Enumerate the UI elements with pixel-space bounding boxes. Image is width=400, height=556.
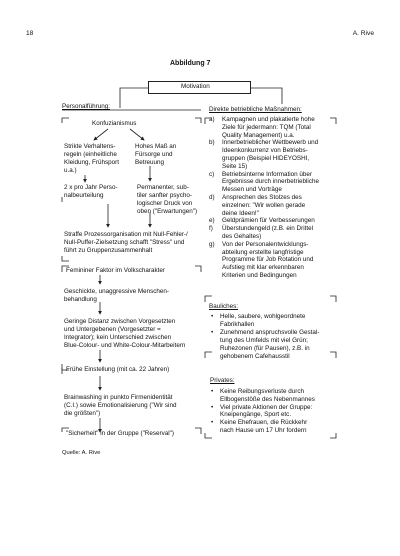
list-marker: • — [211, 329, 214, 337]
list-item-line: Kampagnen und plakatierte hohe — [222, 116, 315, 123]
col-b-line: Hohes Maß an — [135, 143, 177, 150]
brain-line: (C.I.) sowie Emotionalisierung ("Wir sind — [64, 402, 177, 409]
feminin-label: Femininer Faktor im Volkscharakter — [66, 267, 166, 274]
straffe-line: führt zu Gruppenzusammenhalt — [64, 247, 153, 254]
list-item-line: Zunehmend anspruchsvolle Gestal- — [220, 329, 320, 337]
list-marker: d) — [209, 194, 215, 201]
list-item-line: abteilung erstellte langfristige — [222, 248, 304, 256]
sicherheit-label: "Sicherheit" in der Gruppe ("Reserval") — [66, 430, 174, 437]
list-item-line: Von der Personalentwicklungs- — [222, 240, 309, 248]
col-d-line: oben ("Erwartungen") — [137, 208, 198, 215]
list-item-line: Ruhezonen (für Pausen), z.B. in — [220, 344, 310, 352]
bauliches-heading: Bauliches: — [209, 303, 239, 310]
list-marker: c) — [209, 170, 215, 178]
list-item-line: Messen und Vorträge — [222, 186, 282, 194]
list-marker: g) — [209, 240, 215, 248]
connector-left — [120, 88, 148, 108]
col-c-line: 2 x pro Jahr Perso- — [64, 184, 118, 191]
page-author: A. Rive — [352, 30, 374, 37]
list-item-line: gehobenem Cafehausstil — [220, 352, 290, 360]
figure-title: Abbildung 7 — [170, 60, 211, 67]
distanz-line: und Untergebenen (Vorgesetzter = — [64, 326, 161, 333]
list-item-line: Aufstieg mit klar erkennbaren — [222, 264, 304, 272]
col-a-line: regeln (einheitliche — [64, 151, 117, 158]
brain-line: Brainwashing in punkto Firmenidentität — [64, 394, 173, 401]
list-item-line: Ziele für jedermann: TQM (Total — [222, 123, 311, 131]
list-marker: • — [211, 419, 214, 427]
list-marker: • — [211, 388, 214, 395]
list-item-line: Geldprämien für Verbesserungen — [222, 217, 315, 225]
col-d-line: tiler sanfter psycho- — [137, 192, 192, 199]
list-item-line: Fabrikhallen — [220, 320, 255, 328]
list-item-line: deine Ideen!" — [222, 209, 259, 217]
distanz-line: Integrator); kein Unterschied zwischen — [64, 334, 172, 341]
list-marker: • — [211, 403, 214, 411]
col-a-line: Kleidung, Frühsport — [64, 159, 119, 166]
list-item-line: Seite 15) — [222, 162, 248, 170]
direkte-heading: Direkte betriebliche Maßnahmen: — [209, 106, 302, 113]
list-item-line: Ergebnisse durch innerbetriebliche — [222, 178, 319, 186]
list-item-line: Ellbogenstöße des Nebenmannes — [220, 395, 315, 403]
distanz-line: Geringe Distanz zwischen Vorgesetzten — [64, 318, 176, 325]
list-item-line: Betriebsinterne Information über — [222, 170, 312, 178]
list-item-line: Überstundengeld (z.B. ein Drittel — [222, 225, 314, 233]
list-item-line: des Gehaltes) — [222, 233, 262, 240]
list-item-line: Viel private Aktionen der Gruppe: — [220, 403, 313, 411]
distanz-line: Blue-Colour- und White-Colour-Mitarbeitern — [64, 342, 186, 349]
personalfuehrung-heading: Personalführung: — [62, 103, 110, 110]
arrow-konf-b — [130, 129, 144, 140]
list-item-line: Ideenkonkurrenz von Betriebs- — [222, 147, 308, 155]
list-marker: e) — [209, 217, 215, 225]
arrow-konf-a — [94, 129, 108, 140]
col-b-line: Betreuung — [135, 159, 165, 166]
list-marker: f) — [209, 225, 213, 233]
col-c-line: nalbeurteilung — [64, 192, 104, 199]
list-item-line: nach Hause um 17 Uhr fordern — [220, 427, 307, 434]
list-item-line: Keine Reibungsverluste durch — [220, 388, 305, 395]
straffe-line: Straffe Prozessorganisation mit Null-Fehler-/ — [64, 231, 188, 238]
col-a-line: Strikte Verhaltens- — [64, 143, 116, 150]
page-number: 18 — [26, 30, 34, 37]
geschick-line: Geschickte, unaggressive Menschen- — [64, 288, 169, 295]
col-a-line: u.a.) — [64, 167, 77, 174]
connector-right — [251, 88, 282, 104]
list-item-line: Kneipengänge, Sport etc. — [220, 411, 292, 419]
einstellung-label: Frühe Einstellung (mit ca. 22 Jahren) — [66, 366, 170, 373]
list-marker: • — [211, 313, 214, 320]
list-item-line: einzelnen: "Wir wollen gerade — [222, 201, 306, 209]
list-item-line: Helle, saubere, wohlgeordnete — [220, 313, 306, 320]
source-note: Quelle: A. Rive — [62, 450, 101, 456]
list-item-line: Ansprechen des Stolzes des — [222, 194, 302, 201]
list-item-line: Programme für Job Rotation und — [222, 256, 314, 264]
list-item-line: Innerbetrieblicher Wettbewerb und — [222, 139, 319, 147]
col-d-line: logischer Druck von — [137, 200, 193, 207]
list-item-line: Quality Management) u.a. — [222, 131, 295, 139]
geschick-line: behandlung — [64, 296, 97, 303]
col-b-line: Fürsorge und — [135, 151, 173, 158]
list-marker: a) — [209, 116, 215, 123]
list-marker: b) — [209, 139, 215, 147]
straffe-line: Null-Puffer-Zielsetzung schafft "Stress" und — [64, 239, 185, 246]
konfuzianismus-label: Konfuzianismus — [92, 120, 137, 127]
list-item-line: tung des Umfelds mit viel Grün; — [220, 337, 308, 344]
brain-line: die größten") — [64, 410, 101, 417]
col-d-line: Permanenter, sub- — [137, 184, 189, 191]
privates-heading: Privates: — [210, 377, 235, 384]
list-item-line: gruppen (Beispiel HIDEYOSHI, — [222, 155, 310, 162]
motivation-label: Motivation — [181, 83, 210, 90]
list-item-line: Kriterien und Bedingungen — [222, 272, 297, 279]
list-item-line: Keine Ehefrauen, die Rückkehr — [220, 419, 308, 427]
